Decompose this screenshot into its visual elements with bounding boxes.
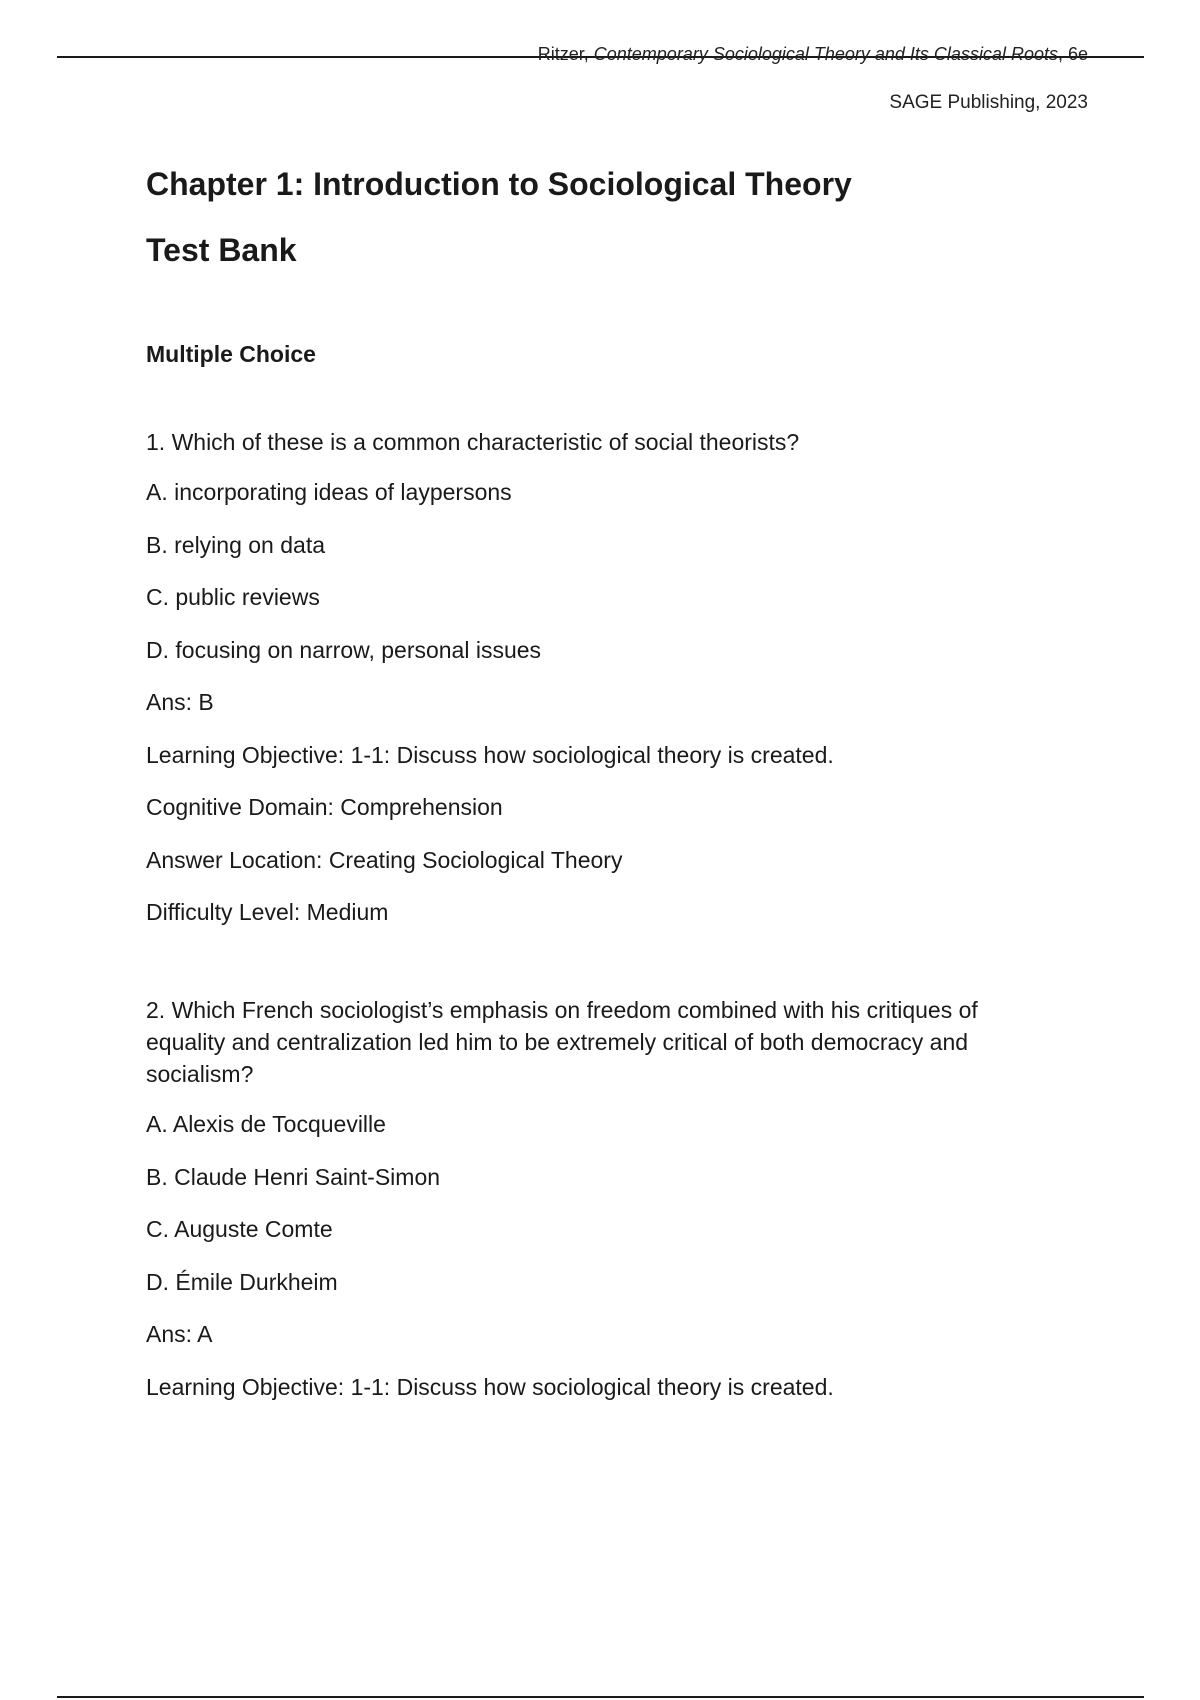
learning-objective: Learning Objective: 1-1: Discuss how sociological theory is created. [146, 1373, 834, 1400]
header-author: Ritzer, [537, 44, 594, 64]
answer-option: D. Émile Durkheim [146, 1268, 338, 1295]
header-publisher: SAGE Publishing, 2023 [889, 92, 1088, 113]
running-header [420, 43, 1088, 65]
question-stem: 1. Which of these is a common characteristic of social theorists? [146, 429, 800, 455]
question-stem: 2. Which French sociologist’s emphasis on freedom combined with his critiques of equality and centralization led him to be extremely critical of both democracy and socialism? [146, 997, 978, 1087]
cognitive-domain: Cognitive Domain: Comprehension [146, 794, 503, 820]
question-block [146, 994, 1046, 1401]
answer-key: Ans: A [146, 1321, 213, 1347]
question-block [146, 426, 1046, 926]
answer-key: Ans: B [146, 689, 214, 715]
answer-option: D. focusing on narrow, personal issues [146, 636, 542, 663]
answer-option: B. relying on data [146, 531, 326, 558]
section-heading: Multiple Choice [146, 341, 316, 367]
footer-rule [57, 1696, 1144, 1698]
answer-option: C. Auguste Comte [146, 1216, 333, 1242]
answer-option: B. Claude Henri Saint-Simon [146, 1163, 441, 1190]
header-book-title: Contemporary Sociological Theory and Its Classical Roots [593, 44, 1058, 64]
header-edition: , 6e [1057, 44, 1088, 64]
chapter-title: Chapter 1: Introduction to Sociological Theory [146, 166, 852, 202]
learning-objective: Learning Objective: 1-1: Discuss how sociological theory is created. [146, 741, 834, 768]
answer-location: Answer Location: Creating Sociological Theory [146, 846, 623, 873]
page-content [146, 164, 1046, 1425]
answer-option: A. Alexis de Tocqueville [146, 1111, 386, 1137]
answer-option: C. public reviews [146, 584, 320, 610]
document-subtitle: Test Bank [146, 232, 297, 268]
answer-option: A. incorporating ideas of laypersons [146, 479, 512, 505]
difficulty-level: Difficulty Level: Medium [146, 899, 389, 925]
